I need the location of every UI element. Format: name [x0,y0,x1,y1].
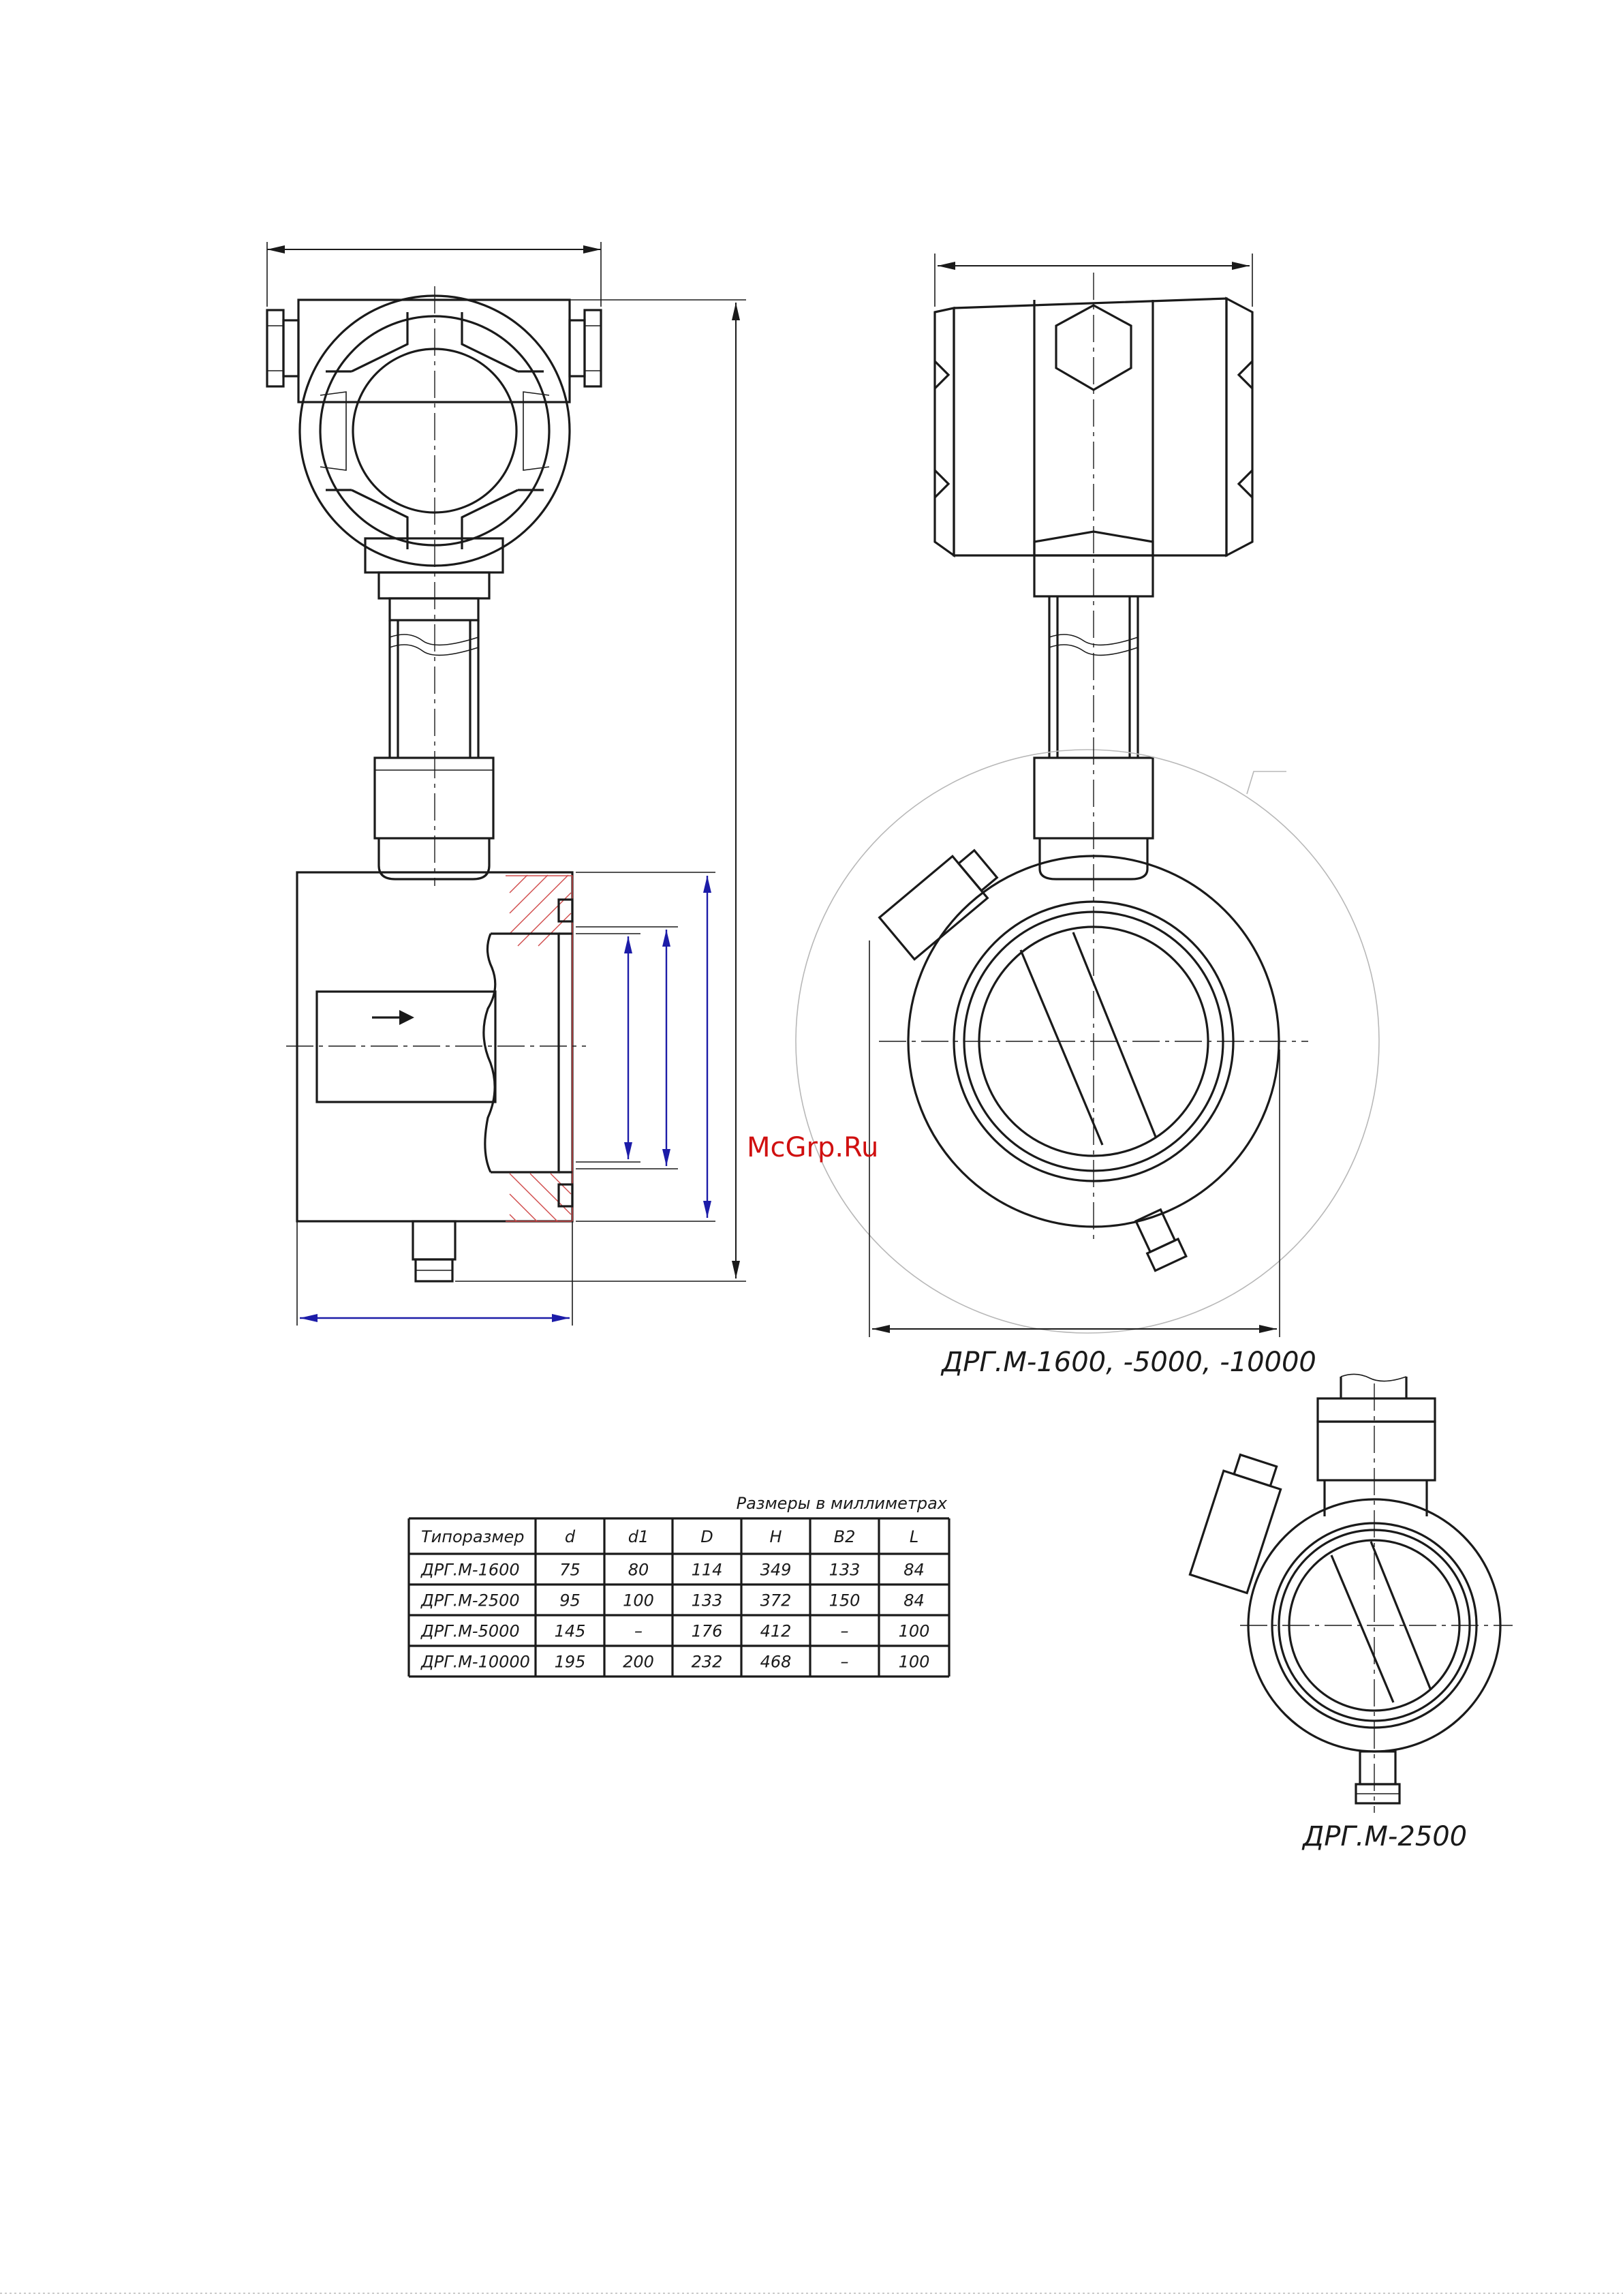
table-cell: 84 [903,1560,925,1580]
table-header-cell: d1 [628,1527,649,1546]
table-header-cell: Типоразмер [421,1527,525,1546]
table-header-cell: L [909,1527,919,1546]
dim-height-h [455,300,746,1281]
table-cell: 80 [628,1560,649,1580]
view-main-label: ДРГ.М-1600, -5000, -10000 [942,1347,1316,1378]
table-cell: 95 [559,1591,581,1610]
dim-top-width [267,242,601,307]
table-cell: – [840,1652,849,1672]
table-cell: 232 [691,1652,723,1672]
table-cell: – [634,1621,643,1641]
view-2500 [1190,1374,1513,1852]
stem-pipe [375,620,493,879]
dimensions-table [409,1494,949,1677]
table-cell: ДРГ.М-5000 [421,1621,520,1641]
meter-body [286,872,586,1281]
table-cell: 195 [554,1652,586,1672]
table-header-cell: B2 [833,1527,856,1546]
table-cell: ДРГ.М-1600 [421,1560,520,1580]
table-cell: 412 [760,1621,792,1641]
blue-dimensions [576,872,715,1221]
table-header-cell: H [769,1527,782,1546]
table-cell: 372 [760,1591,792,1610]
dim-bottom-width [297,1221,572,1326]
table-header-cell: D [700,1527,713,1546]
table-header-cell: d [564,1527,576,1546]
dim-side-bottom [869,940,1280,1337]
table-cell: 133 [691,1591,723,1610]
table-cell: 84 [903,1591,925,1610]
table-cell: ДРГ.М-2500 [421,1591,520,1610]
watermark-text: McGrp.Ru [747,1132,879,1163]
side-body [880,843,1279,1270]
table-cell: 200 [623,1652,654,1672]
table-cell: 100 [898,1621,930,1641]
table-cell: 133 [829,1560,861,1580]
table-cell: 176 [691,1621,723,1641]
table-caption: Размеры в миллиметрах [736,1494,947,1513]
table-cell: 145 [554,1621,586,1641]
view-2500-label: ДРГ.М-2500 [1303,1821,1468,1852]
table-cell: 150 [829,1591,861,1610]
side-view [796,254,1379,1378]
front-view [267,242,746,1326]
table-cell: – [840,1621,849,1641]
table-cell: 349 [760,1560,792,1580]
table-cell: 100 [898,1652,930,1672]
table-cell: 468 [760,1652,792,1672]
electronics-housing [298,296,570,620]
table-cell: ДРГ.М-10000 [421,1652,530,1672]
table-cell: 114 [691,1560,723,1580]
table-cell: 75 [559,1560,581,1580]
table-cell: 100 [623,1591,654,1610]
